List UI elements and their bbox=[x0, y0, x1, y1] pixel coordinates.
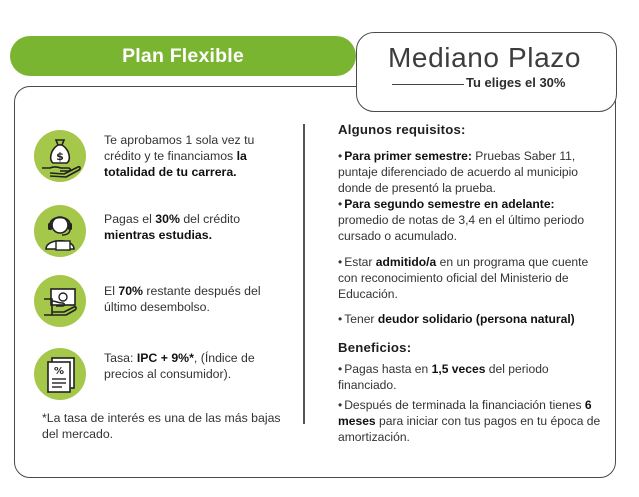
requirements-title: Algunos requisitos: bbox=[338, 122, 466, 137]
student-headset-icon bbox=[34, 205, 86, 257]
feature-text: Pagas el 30% del crédito mientras estudias. bbox=[104, 212, 241, 242]
cash-payment-icon bbox=[34, 275, 86, 327]
list-item: • Para segundo semestre en adelante: promedio de notas de 3,4 en el último periodo cursado o acumulado. bbox=[338, 197, 585, 243]
term-underline bbox=[392, 84, 464, 85]
feature-text: Te aprobamos 1 sola vez tu crédito y te financiamos la totalidad de tu carrera. bbox=[104, 133, 255, 179]
list-item: • Para primer semestre: Pruebas Saber 11, puntaje diferenciado de acuerdo al municipio donde de presentó la prueba. bbox=[338, 149, 579, 195]
list-item: • Pagas hasta en 1,5 veces del periodo financiado. bbox=[338, 362, 549, 392]
percent-document-icon bbox=[34, 348, 86, 400]
benefits-section bbox=[338, 340, 608, 445]
requirements-section bbox=[338, 122, 608, 327]
svg-text:%: % bbox=[53, 366, 65, 377]
feature-text: El 70% restante después del último desembolso. bbox=[104, 284, 261, 314]
list-item: • Después de terminada la financiación tienes 6 meses para iniciar con tus pagos en tu época de amortización. bbox=[338, 398, 601, 444]
list-item: • Estar admitido/a en un programa que cuente con reconocimiento oficial del Ministerio de Educación. bbox=[338, 255, 589, 301]
term-title: Mediano Plazo bbox=[388, 42, 582, 73]
plan-label: Plan Flexible bbox=[10, 36, 356, 76]
column-divider bbox=[303, 124, 305, 424]
money-bag-hand-icon bbox=[34, 130, 86, 182]
list-item: • Tener deudor solidario (persona natural) bbox=[338, 312, 575, 326]
benefits-title: Beneficios: bbox=[338, 340, 412, 355]
footnote: *La tasa de interés es una de las más bajas del mercado. bbox=[42, 411, 281, 441]
term-subtitle: Tu eliges el 30% bbox=[466, 75, 566, 90]
svg-text:$: $ bbox=[56, 150, 64, 163]
feature-text: Tasa: IPC + 9%*, (Índice de precios al consumidor). bbox=[104, 351, 255, 381]
